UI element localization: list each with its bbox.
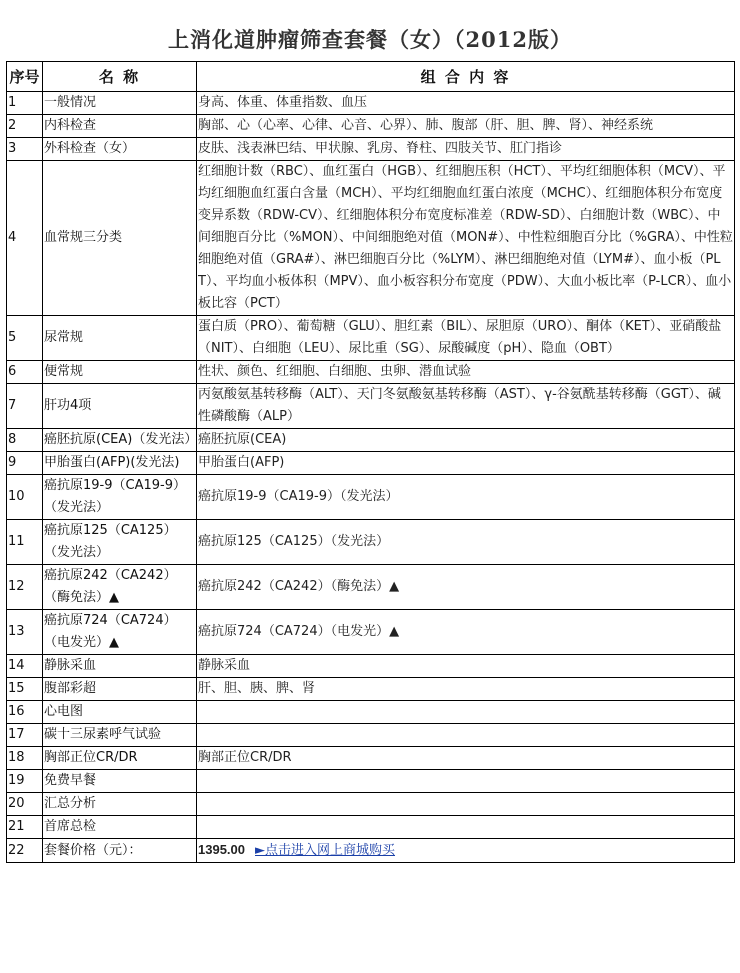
row-no: 12	[7, 565, 43, 610]
row-no: 4	[7, 161, 43, 316]
row-content: 癌胚抗原(CEA)	[197, 429, 735, 452]
row-name: 癌抗原242（CA242）（酶免法）▲	[43, 565, 197, 610]
price-row	[7, 839, 735, 863]
row-no: 10	[7, 475, 43, 520]
table-row	[7, 520, 735, 565]
table-row	[7, 429, 735, 452]
buy-link-text: 点击进入网上商城购买	[265, 843, 396, 858]
row-name: 腹部彩超	[43, 678, 197, 701]
row-name: 一般情况	[43, 92, 197, 115]
row-content: 癌抗原19-9（CA19-9）（发光法）	[197, 475, 735, 520]
row-content: 癌抗原724（CA724）（电发光）▲	[197, 610, 735, 655]
table-row	[7, 655, 735, 678]
price-label: 套餐价格（元）：	[43, 839, 197, 863]
row-name: 便常规	[43, 361, 197, 384]
row-no: 9	[7, 452, 43, 475]
row-no: 13	[7, 610, 43, 655]
table-row	[7, 384, 735, 429]
table-row	[7, 361, 735, 384]
row-name: 甲胎蛋白(AFP)(发光法)	[43, 452, 197, 475]
row-name: 癌胚抗原(CEA)（发光法）	[43, 429, 197, 452]
header-name: 名 称	[43, 62, 197, 92]
row-content	[197, 724, 735, 747]
row-content: 红细胞计数（RBC）、血红蛋白（HGB）、红细胞压积（HCT）、平均红细胞体积（MCV）、平均红细胞血红蛋白含量（MCH）、平均红细胞血红蛋白浓度（MCHC）、红细胞体积分布宽度变异系数（RDW-CV）、红细胞体积分布宽度标准差（RDW-SD）、白细胞计数（WBC）、中间细胞百分比（%MON）、中间细胞绝对值（MON#）、中性粒细胞百分比（%GRA）、中性粒细胞绝对值（GRA#）、淋巴细胞百分比（%LYM）、淋巴细胞绝对值（LYM#）、血小板（PLT）、平均血小板体积（MPV）、血小板容积分布宽度（PDW）、大血小板比率（P-LCR）、血小板比容（PCT）	[197, 161, 735, 316]
row-content: 胸部、心（心率、心律、心音、心界）、肺、腹部（肝、胆、脾、肾）、神经系统	[197, 115, 735, 138]
row-name: 内科检查	[43, 115, 197, 138]
row-no: 5	[7, 316, 43, 361]
row-no: 11	[7, 520, 43, 565]
row-name: 癌抗原724（CA724）（电发光）▲	[43, 610, 197, 655]
table-row	[7, 816, 735, 839]
row-no: 8	[7, 429, 43, 452]
row-content: 静脉采血	[197, 655, 735, 678]
row-content: 性状、颜色、红细胞、白细胞、虫卵、潜血试验	[197, 361, 735, 384]
row-name: 癌抗原19-9（CA19-9）（发光法）	[43, 475, 197, 520]
row-no: 14	[7, 655, 43, 678]
row-no: 22	[7, 839, 43, 863]
row-no: 2	[7, 115, 43, 138]
table-row	[7, 565, 735, 610]
table-row	[7, 161, 735, 316]
row-name: 血常规三分类	[43, 161, 197, 316]
row-content: 癌抗原125（CA125）（发光法）	[197, 520, 735, 565]
row-no: 1	[7, 92, 43, 115]
row-name: 胸部正位CR/DR	[43, 747, 197, 770]
row-no: 16	[7, 701, 43, 724]
package-price: 1395.00	[198, 842, 245, 857]
buy-online-link[interactable]	[255, 843, 395, 858]
row-content	[197, 793, 735, 816]
row-no: 15	[7, 678, 43, 701]
row-content: 蛋白质（PRO）、葡萄糖（GLU）、胆红素（BIL）、尿胆原（URO）、酮体（KET）、亚硝酸盐（NIT）、白细胞（LEU）、尿比重（SG）、尿酸碱度（pH）、隐血（OBT）	[197, 316, 735, 361]
table-row	[7, 316, 735, 361]
row-no: 19	[7, 770, 43, 793]
table-row	[7, 115, 735, 138]
row-name: 汇总分析	[43, 793, 197, 816]
row-content: 皮肤、浅表淋巴结、甲状腺、乳房、脊柱、四肢关节、肛门指诊	[197, 138, 735, 161]
table-row	[7, 724, 735, 747]
row-no: 18	[7, 747, 43, 770]
table-row	[7, 701, 735, 724]
row-name: 尿常规	[43, 316, 197, 361]
row-content: 身高、体重、体重指数、血压	[197, 92, 735, 115]
row-no: 3	[7, 138, 43, 161]
row-content	[197, 701, 735, 724]
row-no: 6	[7, 361, 43, 384]
page-title: 上消化道肿瘤筛查套餐（女）（2012版）	[168, 27, 572, 52]
row-no: 20	[7, 793, 43, 816]
row-name: 首席总检	[43, 816, 197, 839]
table-row	[7, 138, 735, 161]
row-name: 外科检查（女）	[43, 138, 197, 161]
table-header-row	[7, 62, 735, 92]
table-row	[7, 610, 735, 655]
package-table	[6, 61, 735, 863]
row-content	[197, 816, 735, 839]
row-content: 胸部正位CR/DR	[197, 747, 735, 770]
row-content: 癌抗原242（CA242）（酶免法）▲	[197, 565, 735, 610]
row-content: 丙氨酸氨基转移酶（ALT）、天门冬氨酸氨基转移酶（AST）、γ-谷氨酰基转移酶（GGT）、碱性磷酸酶（ALP）	[197, 384, 735, 429]
row-name: 免费早餐	[43, 770, 197, 793]
table-row	[7, 92, 735, 115]
row-no: 17	[7, 724, 43, 747]
row-name: 肝功4项	[43, 384, 197, 429]
row-content: 甲胎蛋白(AFP)	[197, 452, 735, 475]
table-row	[7, 452, 735, 475]
row-name: 癌抗原125（CA125）（发光法）	[43, 520, 197, 565]
play-arrow-icon: ►	[255, 843, 265, 858]
price-cell	[197, 839, 735, 863]
table-row	[7, 747, 735, 770]
row-name: 心电图	[43, 701, 197, 724]
row-name: 碳十三尿素呼气试验	[43, 724, 197, 747]
row-no: 21	[7, 816, 43, 839]
row-name: 静脉采血	[43, 655, 197, 678]
table-row	[7, 793, 735, 816]
row-content	[197, 770, 735, 793]
table-row	[7, 770, 735, 793]
row-no: 7	[7, 384, 43, 429]
table-row	[7, 678, 735, 701]
header-no: 序号	[7, 62, 43, 92]
header-content: 组 合 内 容	[197, 62, 735, 92]
table-row	[7, 475, 735, 520]
row-content: 肝、胆、胰、脾、肾	[197, 678, 735, 701]
